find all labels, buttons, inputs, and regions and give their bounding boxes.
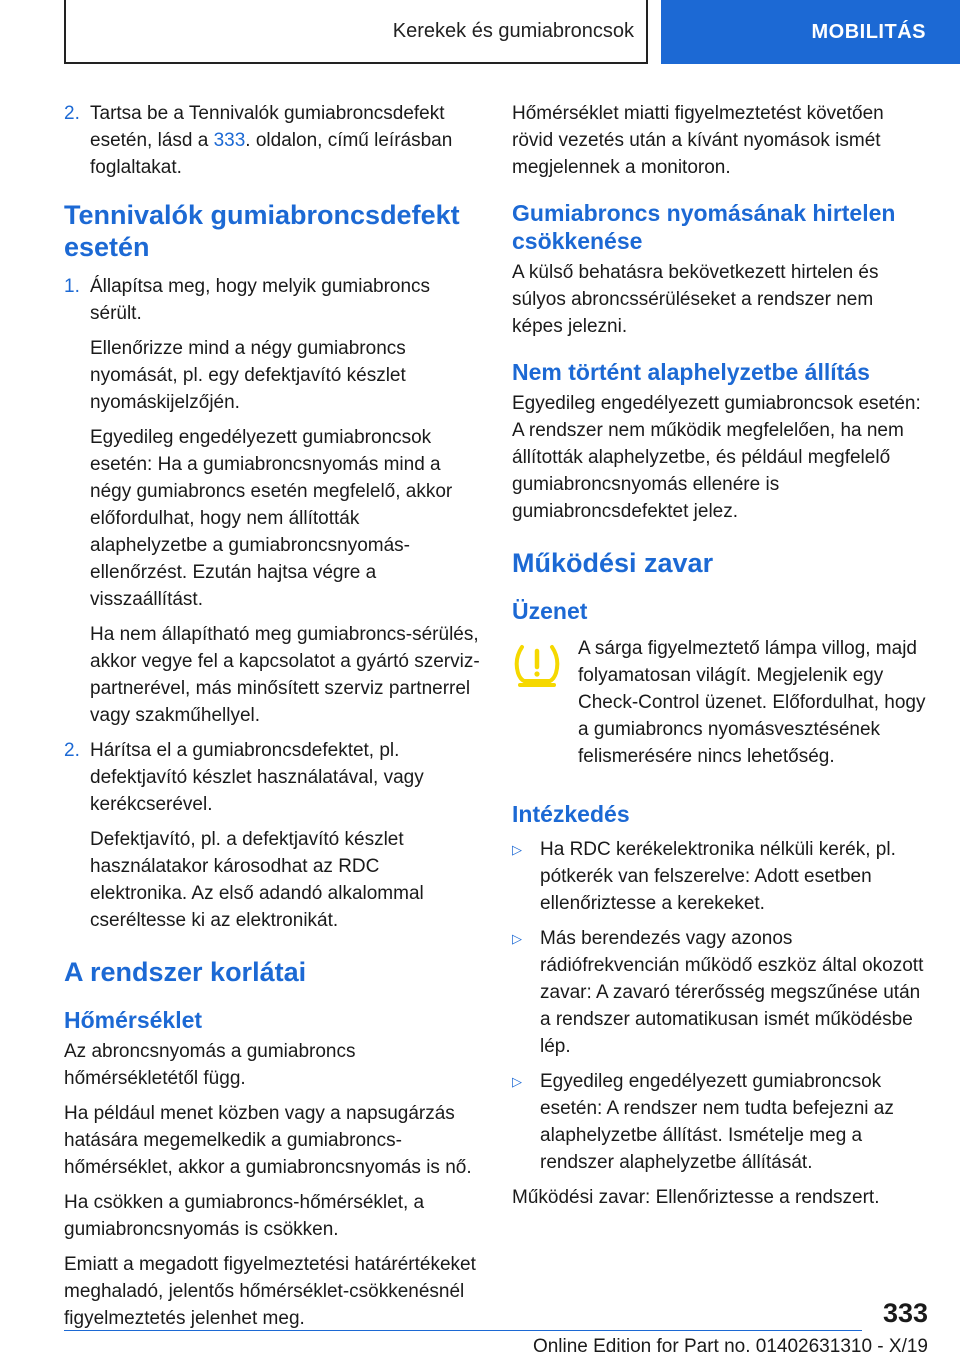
header-chapter-title: MOBILITÁS bbox=[811, 20, 926, 43]
tire-pressure-warning-icon bbox=[512, 635, 578, 770]
list-paragraph: Ellenőrizze mind a négy gumiabroncs nyomását, pl. egy defektjavító készlet nyomáskijelzőjén. bbox=[90, 338, 406, 413]
list-paragraph: Defektjavító, pl. a defektjavító készlet használatakor károsodhat az RDC elektronika. Az első adandó alkalommal cseréltesse ki az elektronikát. bbox=[90, 829, 424, 931]
paragraph: Működési zavar: Ellenőriztesse a rendszert. bbox=[512, 1187, 880, 1208]
paragraph: Emiatt a megadott figyelmeztetési határértékeket meghaladó, jelentős hőmérséklet-csökkenésnél figyelmeztetés jelenhet meg. bbox=[64, 1254, 476, 1329]
list-number: 2. bbox=[64, 103, 80, 124]
paragraph: A külső behatásra bekövetkezett hirtelen és súlyos abroncssérüléseket a rendszer nem képes jelezni. bbox=[512, 262, 879, 337]
subsection-heading: Hőmérséklet bbox=[64, 1007, 203, 1033]
warning-text: A sárga figyelmeztető lámpa villog, majd folyamatosan világít. Megjelenik egy Check-Control üzenet. Előfordulhat, hogy a gumiabroncs nyomásvesztésének felismerésére nincs lehetőség. bbox=[578, 638, 926, 767]
list-number: 2. bbox=[64, 740, 80, 761]
bullet-item bbox=[512, 925, 928, 1060]
list-paragraph: Egyedileg engedélyezett gumiabroncsok esetén: Ha a gumiabroncsnyomás mind a négy gumiabroncs esetén megfelelő, akkor előfordulhat, hogy nem állították alaphelyzetbe a gumiabroncsnyomás-ellenőrzést. Ezután hajtsa végre a visszaállítást. bbox=[90, 427, 453, 610]
page-number: 333 bbox=[882, 1298, 928, 1328]
section-heading: A rendszer korlátai bbox=[64, 957, 307, 987]
page-link[interactable]: 333 bbox=[213, 130, 246, 151]
subsection-heading: Intézkedés bbox=[512, 801, 630, 827]
bullet-arrow-icon: ▷ bbox=[512, 1074, 522, 1089]
list-item bbox=[64, 737, 480, 934]
list-text: Tartsa be a Tennivalók gumiabroncsdefekt esetén, lásd a bbox=[90, 103, 445, 151]
bullet-arrow-icon: ▷ bbox=[512, 931, 522, 946]
subsection-heading: Gumiabroncs nyomásának hirtelen csökkenése bbox=[512, 200, 896, 254]
bullet-item bbox=[512, 836, 928, 917]
bullet-text: Egyedileg engedélyezett gumiabroncsok esetén: A rendszer nem tudta befejezni az alaphelyzetbe állítást. Ismételje meg a rendszer alaphelyzetbe állítását. bbox=[540, 1071, 894, 1173]
warning-message bbox=[512, 635, 928, 770]
list-item bbox=[64, 273, 480, 729]
header-section-title: Kerekek és gumiabroncsok bbox=[392, 19, 634, 42]
paragraph: Hőmérséklet miatti figyelmeztetést követően rövid vezetés után a kívánt nyomások ismét megjelennek a monitoron. bbox=[512, 103, 884, 178]
subsection-heading: Üzenet bbox=[512, 598, 588, 624]
section-heading: Tennivalók gumiabroncsdefekt esetén bbox=[64, 200, 460, 262]
paragraph: Egyedileg engedélyezett gumiabroncsok esetén: A rendszer nem működik megfelelően, ha nem állították alaphelyzetbe, és például megfelelő gumiabroncsnyomás ellenére is gumiabroncsdefektet jelez. bbox=[512, 393, 921, 522]
header-chapter-tab[interactable] bbox=[661, 0, 960, 64]
section-heading: Működési zavar bbox=[512, 548, 714, 578]
list-paragraph: Hárítsa el a gumiabroncsdefektet, pl. defektjavító készlet használatával, vagy kerékcserével. bbox=[90, 740, 424, 815]
paragraph: Ha csökken a gumiabroncs-hőmérséklet, a gumiabroncsnyomás is csökken. bbox=[64, 1192, 425, 1240]
footer-divider bbox=[64, 1330, 862, 1331]
list-text: . oldalon, című leírásban foglaltakat. bbox=[90, 130, 453, 178]
bullet-text: Más berendezés vagy azonos rádiófrekvencián működő eszköz által okozott zavar: A zavaró térerősség megszűnése után a rendszer automatikusan ismét működésbe lép. bbox=[540, 928, 924, 1057]
list-item bbox=[64, 100, 480, 181]
header-section-box bbox=[64, 0, 648, 64]
list-paragraph: Ha nem állapítható meg gumiabroncs-sérülés, akkor vegye fel a kapcsolatot a gyártó szerviz-partnerével, más minősített szerviz partnerrel vagy szakműhellyel. bbox=[90, 624, 480, 726]
bullet-item bbox=[512, 1068, 928, 1176]
left-column bbox=[64, 100, 480, 1340]
footer-edition: Online Edition for Part no. 01402631310 - X/19 bbox=[532, 1336, 928, 1357]
subsection-heading: Nem történt alaphelyzetbe állítás bbox=[512, 359, 870, 385]
list-paragraph: Állapítsa meg, hogy melyik gumiabroncs sérült. bbox=[90, 276, 431, 324]
bullet-arrow-icon: ▷ bbox=[512, 842, 522, 857]
list-number: 1. bbox=[64, 276, 80, 297]
right-column bbox=[512, 100, 928, 1219]
bullet-text: Ha RDC kerékelektronika nélküli kerék, pl. pótkerék van felszerelve: Adott esetben ellenőriztesse a kerekeket. bbox=[540, 839, 896, 914]
paragraph: Ha például menet közben vagy a napsugárzás hatására megemelkedik a gumiabroncs-hőmérséklet, akkor a gumiabroncsnyomás is nő. bbox=[64, 1103, 472, 1178]
paragraph: Az abroncsnyomás a gumiabroncs hőmérsékletétől függ. bbox=[64, 1041, 356, 1089]
